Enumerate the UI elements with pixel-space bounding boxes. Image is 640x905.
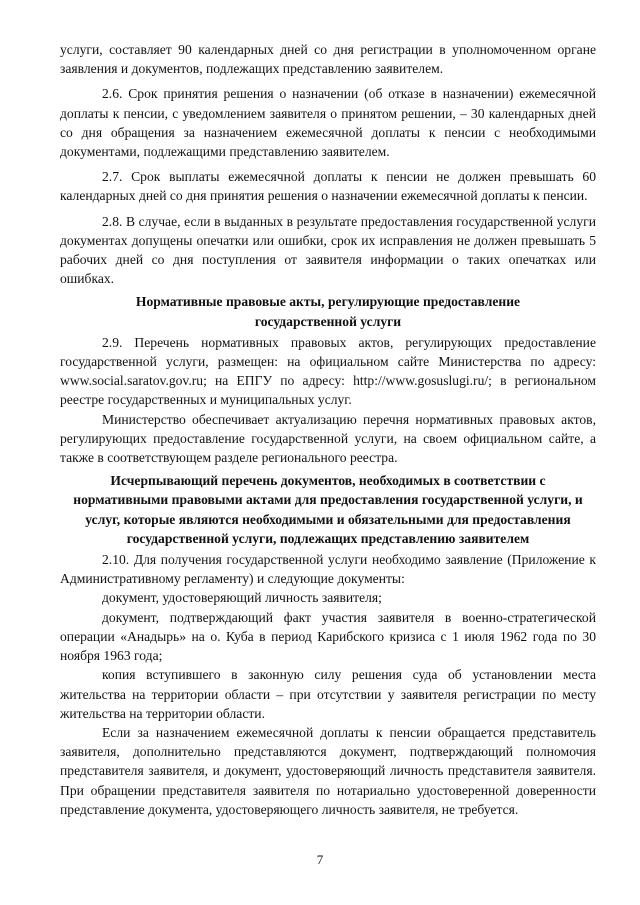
list-item-participation-document: документ, подтверждающий факт участия заявителя в военно-стратегической операции «Анадырь» на о. Куба в период Карибского кризиса с 1 июля 1962 года по 30 ноября 1963 года; — [60, 609, 596, 664]
paragraph-representative: Если за назначением ежемесячной доплаты к пенсии обращается представитель заявителя, дополнительно представляются документ, подтверждающий полномочия представителя заявителя, и документ, удостоверяющий личность представителя заявителя. При обращении представителя заявителя по нотариально удостоверенной доверенности представление документа, удостоверяющего личность заявителя, не требуется. — [60, 724, 596, 817]
paragraph-2-9: 2.9. Перечень нормативных правовых актов, регулирующих предоставление государственной услуги, размещен: на официальном сайте Министерства по адресу: www.social.saratov.gov.ru; на ЕПГУ по адресу: http://www.gosuslugi.ru/; в региональном реестре государственных и муниципальных услуг. — [60, 334, 596, 408]
document-page — [60, 40, 596, 819]
paragraph-2-6: 2.6. Срок принятия решения о назначении (об отказе в назначении) ежемесячной доплаты к пенсии, с уведомлением заявителя о принятом решении, – 30 календарных дней со дня обращения за назначением ежемесячной доплаты к пенсии с необходимыми документами, подлежащими представлению заявителем. — [60, 86, 596, 160]
list-item-identity-document: документ, удостоверяющий личность заявителя; — [102, 590, 382, 606]
heading-normative-acts: Нормативные правовые акты, регулирующие предоставление государственной услуги — [135, 294, 521, 329]
paragraph-continuation: услуги, составляет 90 календарных дней со дня регистрации в уполномоченном органе заявления и документов, подлежащих представлению заявителем. — [60, 42, 596, 77]
paragraph-2-7: 2.7. Срок выплаты ежемесячной доплаты к пенсии не должен превышать 60 календарных дней со дня принятия решения о назначении ежемесячной доплаты к пенсии. — [60, 169, 596, 204]
paragraph-2-10: 2.10. Для получения государственной услуги необходимо заявление (Приложение к Административному регламенту) и следующие документы: — [60, 552, 596, 587]
page-number: 7 — [316, 852, 324, 867]
heading-documents-list: Исчерпывающий перечень документов, необходимых в соответствии с нормативными правовыми актами для предоставления государственной услуги, и услуг, которые являются необходимыми и обязательными для предоставления государственной услуги, подлежащих представлению заявителем — [73, 473, 583, 546]
paragraph-2-8: 2.8. В случае, если в выданных в результате предоставления государственной услуги документах допущены опечатки или ошибки, срок их исправления не должен превышать 5 рабочих дней со дня поступления от заявителя информации о таких опечатках или ошибках. — [60, 213, 596, 287]
list-item-court-decision: копия вступившего в законную силу решения суда об установлении места жительства на территории области – при отсутствии у заявителя регистрации по месту жительства на территории области. — [60, 667, 596, 721]
paragraph-ministry-update: Министерство обеспечивает актуализацию перечня нормативных правовых актов, регулирующих предоставление государственной услуги, на своем официальном сайте, а также в соответствующем разделе регионального реестра. — [60, 411, 596, 466]
